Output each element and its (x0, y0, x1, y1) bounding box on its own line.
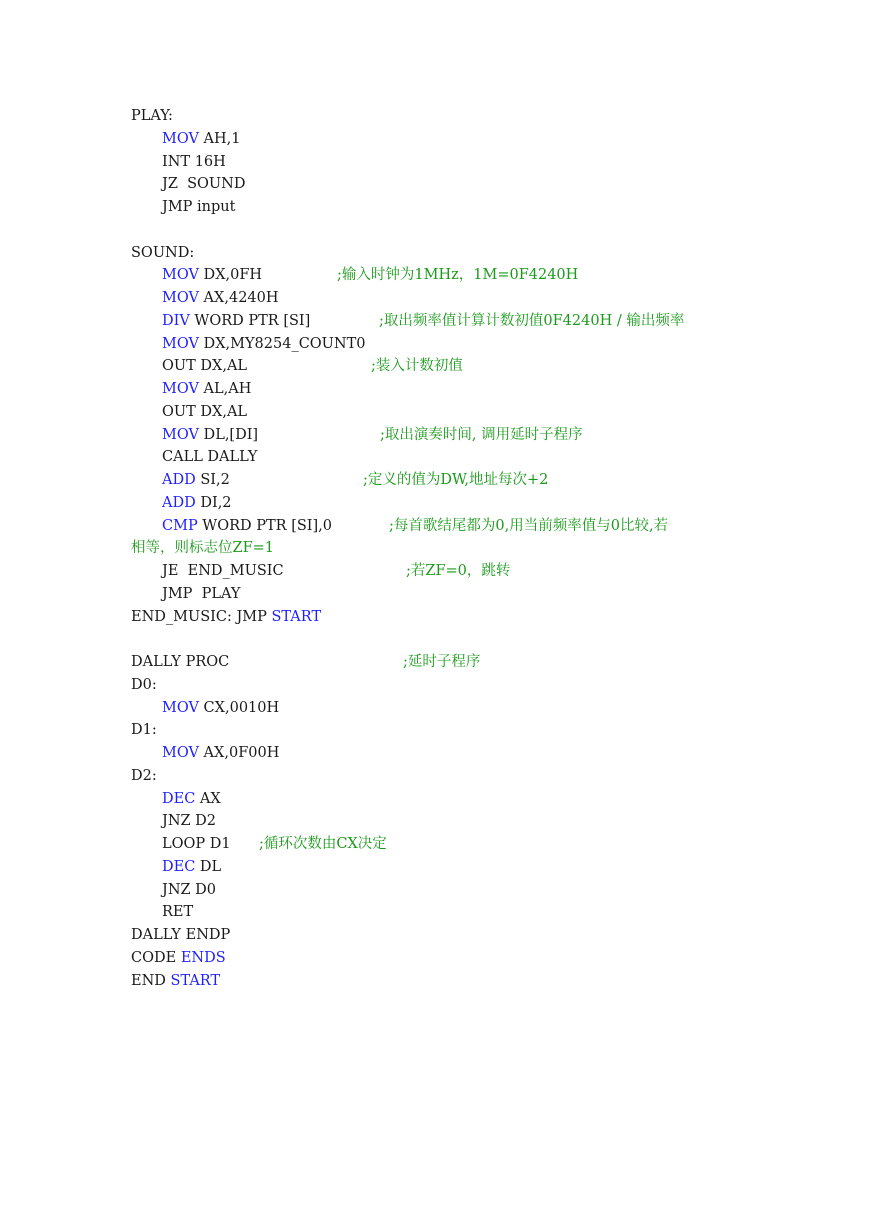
code-line (131, 401, 831, 424)
mnemonic: MOV (162, 381, 199, 397)
operands: DI,2 (195, 494, 232, 511)
mnemonic: ADD (162, 472, 196, 488)
label: D2: (131, 767, 157, 784)
code-line (131, 583, 831, 606)
instruction: END_MUSIC: JMP (131, 608, 272, 625)
instruction: JZ SOUND (162, 176, 246, 193)
mnemonic: CMP (162, 517, 198, 534)
instruction: LOOP D1 (162, 836, 231, 852)
mnemonic: DEC (162, 790, 196, 807)
code-listing (131, 105, 831, 992)
mnemonic: MOV (162, 335, 199, 352)
label: SOUND: (131, 244, 195, 261)
operands: AX,0F00H (198, 745, 280, 761)
mnemonic: MOV (162, 699, 199, 716)
instruction: JMP PLAY (162, 585, 241, 602)
instruction: CODE (131, 949, 181, 966)
operands: WORD PTR [SI] (189, 312, 311, 329)
code-line (131, 606, 831, 629)
comment: ;延时子程序 (403, 654, 481, 670)
code-line (131, 765, 831, 788)
mnemonic: MOV (162, 130, 199, 147)
code-line (131, 173, 831, 196)
code-line (131, 196, 831, 219)
comment: ;取出演奏时间, 调用延时子程序 (380, 426, 583, 443)
instruction: RET (162, 904, 194, 921)
code-line (131, 242, 831, 265)
blank-line (131, 219, 831, 242)
mnemonic: MOV (162, 745, 199, 761)
code-line (131, 151, 831, 174)
code-line (131, 697, 831, 720)
instruction: JNZ D0 (162, 881, 217, 898)
instruction: OUT DX,AL (162, 403, 248, 420)
code-line (131, 446, 831, 469)
code-line (131, 879, 831, 902)
code-line (131, 333, 831, 356)
label: D0: (131, 676, 157, 693)
operands: CX,0010H (198, 699, 280, 716)
code-line (131, 924, 831, 947)
comment: ;循环次数由CX决定 (259, 836, 387, 852)
mnemonic: MOV (162, 267, 199, 284)
instruction: OUT DX,AL (162, 358, 248, 375)
directive: ENDS (180, 949, 226, 966)
comment: ;每首歌结尾都为0,用当前频率值与0比较,若 (389, 517, 669, 534)
mnemonic: DIV (162, 312, 190, 329)
code-line (131, 947, 831, 970)
instruction: DALLY PROC (131, 654, 230, 670)
code-line (131, 856, 831, 879)
instruction: JE END_MUSIC (162, 563, 284, 579)
code-line (131, 742, 831, 765)
blank-line (131, 628, 831, 651)
code-line (131, 901, 831, 924)
operands: DL,[DI] (198, 426, 259, 443)
code-line (131, 651, 831, 674)
code-line (131, 287, 831, 310)
code-line (131, 833, 831, 856)
comment: ;取出频率值计算计数初值0F4240H / 输出频率 (379, 312, 685, 329)
label-ref: START (271, 608, 322, 625)
code-line (131, 515, 831, 538)
code-line (131, 469, 831, 492)
instruction: INT 16H (162, 153, 226, 170)
operands: AL,AH (198, 381, 252, 397)
operands: DX,MY8254_COUNT0 (198, 335, 366, 352)
code-line (131, 970, 831, 993)
code-line (131, 355, 831, 378)
instruction: END (131, 972, 171, 989)
comment: ;输入时钟为1MHz，1M=0F4240H (337, 267, 579, 284)
operands: SI,2 (195, 472, 230, 488)
code-line (131, 674, 831, 697)
mnemonic: DEC (162, 858, 196, 875)
code-line (131, 788, 831, 811)
operands: AX,4240H (198, 290, 279, 306)
code-line (131, 264, 831, 287)
code-line (131, 537, 831, 560)
code-line (131, 719, 831, 742)
label: PLAY: (131, 108, 173, 124)
code-line (131, 128, 831, 151)
instruction: JMP input (162, 199, 236, 215)
code-line (131, 424, 831, 447)
code-line (131, 105, 831, 128)
mnemonic: MOV (162, 290, 199, 306)
operands: DX,0FH (198, 267, 263, 284)
label-ref: START (170, 972, 221, 989)
code-line (131, 560, 831, 583)
operands: WORD PTR [SI],0 (197, 517, 333, 534)
code-line (131, 310, 831, 333)
label: DALLY ENDP (131, 927, 231, 943)
operands: DL (195, 858, 222, 875)
operands: AX (195, 790, 221, 807)
mnemonic: ADD (162, 494, 196, 511)
comment: ;若ZF=0，跳转 (406, 563, 511, 579)
instruction: CALL DALLY (162, 449, 258, 466)
code-line (131, 378, 831, 401)
comment: ;装入计数初值 (371, 358, 463, 375)
operands: AH,1 (198, 130, 241, 147)
comment-continuation: 相等，则标志位ZF=1 (131, 540, 275, 557)
code-line (131, 810, 831, 833)
label: D1: (131, 722, 157, 739)
comment: ;定义的值为DW,地址每次+2 (363, 472, 549, 488)
mnemonic: MOV (162, 426, 199, 443)
instruction: JNZ D2 (162, 813, 217, 830)
code-line (131, 492, 831, 515)
